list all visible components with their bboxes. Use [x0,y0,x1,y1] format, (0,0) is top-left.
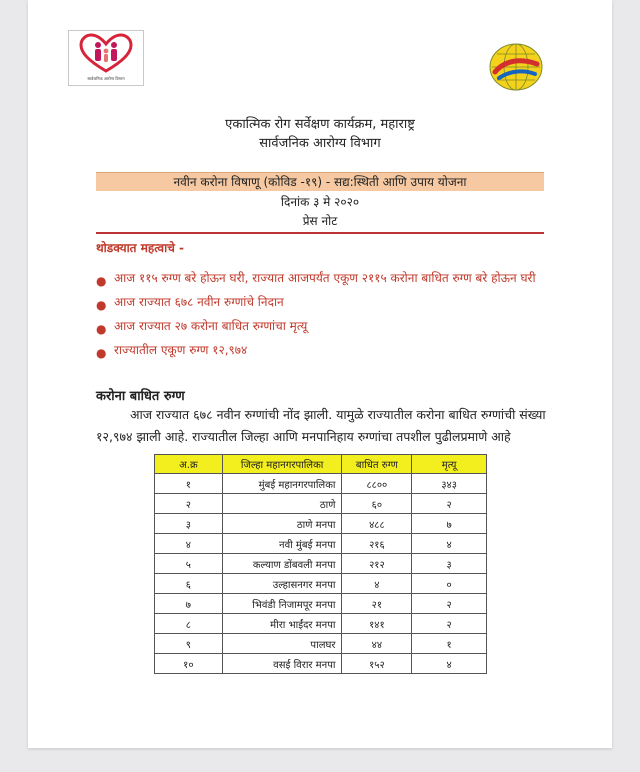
bullet-icon: ● [96,274,107,288]
report-title-bar: नवीन करोना विषाणू (कोविड -१९) - सद्य:स्थिती आणि उपाय योजना [96,172,544,191]
cell-cases: ४ [342,574,412,594]
cell-district: वसई विरार मनपा [222,654,342,674]
report-date: दिनांक ३ मे २०२० [280,195,360,209]
list-item [96,294,566,318]
table-row [155,654,487,674]
cell-district: भिवंडी निजामपूर मनपा [222,594,342,614]
cell-serial: १० [155,654,223,674]
cell-district: ठाणे मनपा [222,514,342,534]
cell-serial: १ [155,474,223,494]
cell-cases: ८८०० [342,474,412,494]
cell-serial: ३ [155,514,223,534]
cell-cases: ४४ [342,634,412,654]
program-title: एकात्मिक रोग सर्वेक्षण कार्यक्रम, महाराष्ट्र [225,117,415,132]
cell-cases: ६० [342,494,412,514]
cell-serial: २ [155,494,223,514]
bullet-icon: ● [96,298,107,312]
table-row [155,514,487,534]
paragraph-line-1: आज राज्यात ६७८ नवीन रुग्णांची नोंद झाली. यामुळे राज्यातील करोना बाधित रुग्णांची संख्या [130,407,546,422]
cell-deaths: ३ [412,554,487,574]
idsp-globe-logo [487,42,545,92]
highlight-text: आज ११५ रुग्ण बरे होऊन घरी, राज्यात आजपर्यंत एकूण २११५ करोना बाधित रुग्ण बरे होऊन घरी [114,271,536,285]
table-row [155,554,487,574]
highlights-heading: थोडक्यात महत्वाचे - [96,241,184,255]
cell-deaths: २ [412,614,487,634]
cell-cases: २१६ [342,534,412,554]
cell-deaths: २ [412,594,487,614]
cell-deaths: ० [412,574,487,594]
cell-district: मीरा भाईंदर मनपा [222,614,342,634]
logo-caption: सार्वजनिक आरोग्य विभाग [87,76,125,81]
highlight-text: आज राज्यात ६७८ नवीन रुग्णांचे निदान [114,295,284,309]
highlight-text: आज राज्यात २७ करोना बाधित रुग्णांचा मृत्यू [114,319,308,333]
cell-serial: ९ [155,634,223,654]
health-department-logo [68,30,144,86]
cell-district: मुंबई महानगरपालिका [222,474,342,494]
bullet-icon: ● [96,322,107,336]
table-header-row [155,455,487,474]
cell-deaths: ७ [412,514,487,534]
cell-deaths: ३४३ [412,474,487,494]
table-row [155,634,487,654]
cell-district: कल्याण डोंबवली मनपा [222,554,342,574]
globe-icon [487,42,545,92]
paragraph-line-2: १२,९७४ झाली आहे. राज्यातील जिल्हा आणि मनपानिहाय रुग्णांचा तपशील पुढीलप्रमाणे आहे [96,429,511,444]
heart-family-icon [69,31,143,75]
table-row [155,534,487,554]
cell-district: नवी मुंबई मनपा [222,534,342,554]
cell-cases: १५२ [342,654,412,674]
highlight-text: राज्यातील एकूण रुग्ण १२,९७४ [114,343,248,357]
header-deaths: मृत्यू [412,455,487,474]
table-row [155,494,487,514]
table-row [155,574,487,594]
cell-cases: ४८८ [342,514,412,534]
list-item [96,270,566,294]
divider [96,232,544,234]
cell-district: ठाणे [222,494,342,514]
cases-table [154,454,487,674]
press-note-label: प्रेस नोट [302,214,338,228]
cell-serial: ८ [155,614,223,634]
cell-cases: २१ [342,594,412,614]
cell-serial: ७ [155,594,223,614]
department-title: सार्वजनिक आरोग्य विभाग [259,136,381,151]
list-item [96,318,566,342]
cell-deaths: १ [412,634,487,654]
section-paragraph [96,404,556,448]
header-district: जिल्हा महानगरपालिका [222,455,342,474]
table-row [155,474,487,494]
header-cases: बाधित रुग्ण [342,455,412,474]
cell-serial: ५ [155,554,223,574]
cell-cases: १४१ [342,614,412,634]
cell-cases: २१२ [342,554,412,574]
section-heading: करोना बाधित रुग्ण [96,389,185,404]
cell-deaths: २ [412,494,487,514]
highlights-list [96,270,566,366]
cell-serial: ६ [155,574,223,594]
cell-district: उल्हासनगर मनपा [222,574,342,594]
cell-deaths: ४ [412,534,487,554]
table-row [155,594,487,614]
cell-deaths: ४ [412,654,487,674]
bullet-icon: ● [96,346,107,360]
cell-serial: ४ [155,534,223,554]
table-row [155,614,487,634]
header-serial: अ.क्र [155,455,223,474]
list-item [96,342,566,366]
cell-district: पालघर [222,634,342,654]
